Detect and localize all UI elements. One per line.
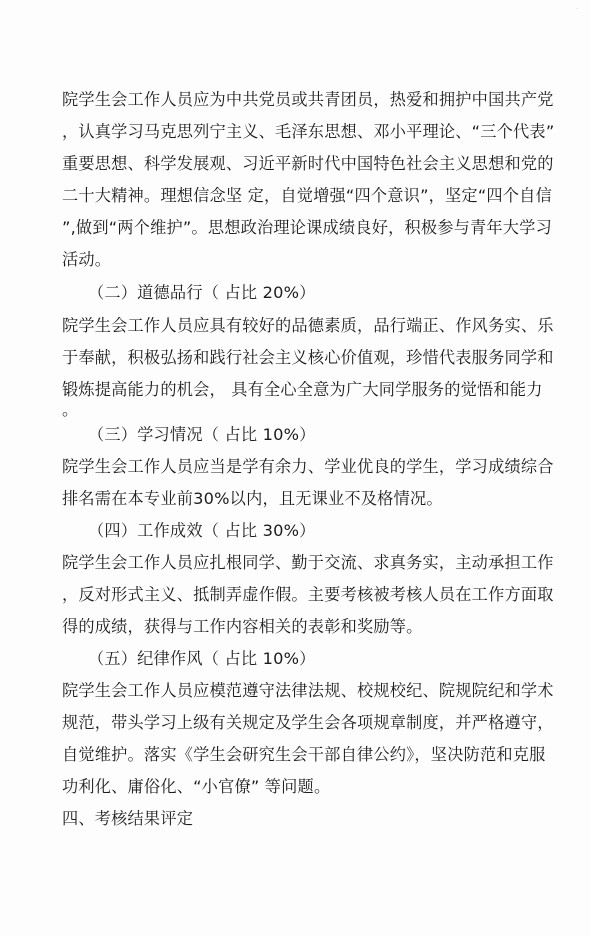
paragraph-line: ，认真学习马克思列宁主义、毛泽东思想、邓小平理论、“三个代表”: [62, 122, 555, 141]
paragraph-line: 院学生会工作人员应模范遵守法律法规、校规校纪、院规院纪和学术: [62, 681, 554, 700]
paragraph-line: 院学生会工作人员应扎根同学、勤于交流、求真务实，主动承担工作: [62, 553, 554, 572]
paragraph-line: 于奉献，积极弘扬和践行社会主义核心价值观，珍惜代表服务同学和: [62, 348, 554, 367]
paragraph-line: 院学生会工作人员应当是学有余力、学业优良的学生，学习成绩综合: [62, 457, 554, 476]
paragraph-line: ”,做到“两个维护”。思想政治理论课成绩良好，积极参与青年大学习: [62, 218, 552, 237]
section-heading: （五）纪律作风（ 占比 10%）: [88, 649, 316, 668]
paragraph-line: 功利化、庸俗化、“小官僚” 等问题。: [62, 777, 331, 796]
section-heading: （二）道德品行（ 占比 20%）: [88, 283, 316, 302]
paragraph-line: 排名需在本专业前30%以内，且无课业不及格情况。: [62, 489, 443, 508]
paragraph-line: 二十大精神。理想信念坚 定，自觉增强“四个意识”，坚定“四个自信: [62, 186, 552, 205]
section-heading: （四）工作成效（ 占比 30%）: [88, 521, 316, 540]
paragraph-line: 重要思想、科学发展观、习近平新时代中国特色社会主义思想和党的: [62, 154, 554, 173]
corner-mark-icon: ·: [576, 5, 579, 13]
paragraph-line: ，反对形式主义、抵制弄虚作假。主要考核被考核人员在工作方面取: [62, 585, 554, 604]
paragraph-line: 自觉维护。落实《学生会研究生会干部自律公约》，坚决防范和克服: [62, 745, 546, 764]
paragraph-line: 得的成绩，获得与工作内容相关的表彰和奖励等。: [62, 617, 423, 636]
paragraph-line: 锻炼提高能力的机会， 具有全心全意为广大同学服务的觉悟和能力: [62, 380, 543, 399]
paragraph-line: 活动。: [62, 250, 112, 269]
paragraph-line: 。: [62, 400, 79, 419]
paragraph-line: 规范，带头学习上级有关规定及学生会各项规章制度，并严格遵守，: [62, 713, 554, 732]
paragraph-line: 院学生会工作人员应为中共党员或共青团员，热爱和拥护中国共产党: [62, 90, 554, 109]
section-heading: （三）学习情况（ 占比 10%）: [88, 425, 316, 444]
paragraph-line: 院学生会工作人员应具有较好的品德素质，品行端正、作风务实、乐: [62, 316, 554, 335]
section-title: 四、考核结果评定: [62, 809, 194, 828]
